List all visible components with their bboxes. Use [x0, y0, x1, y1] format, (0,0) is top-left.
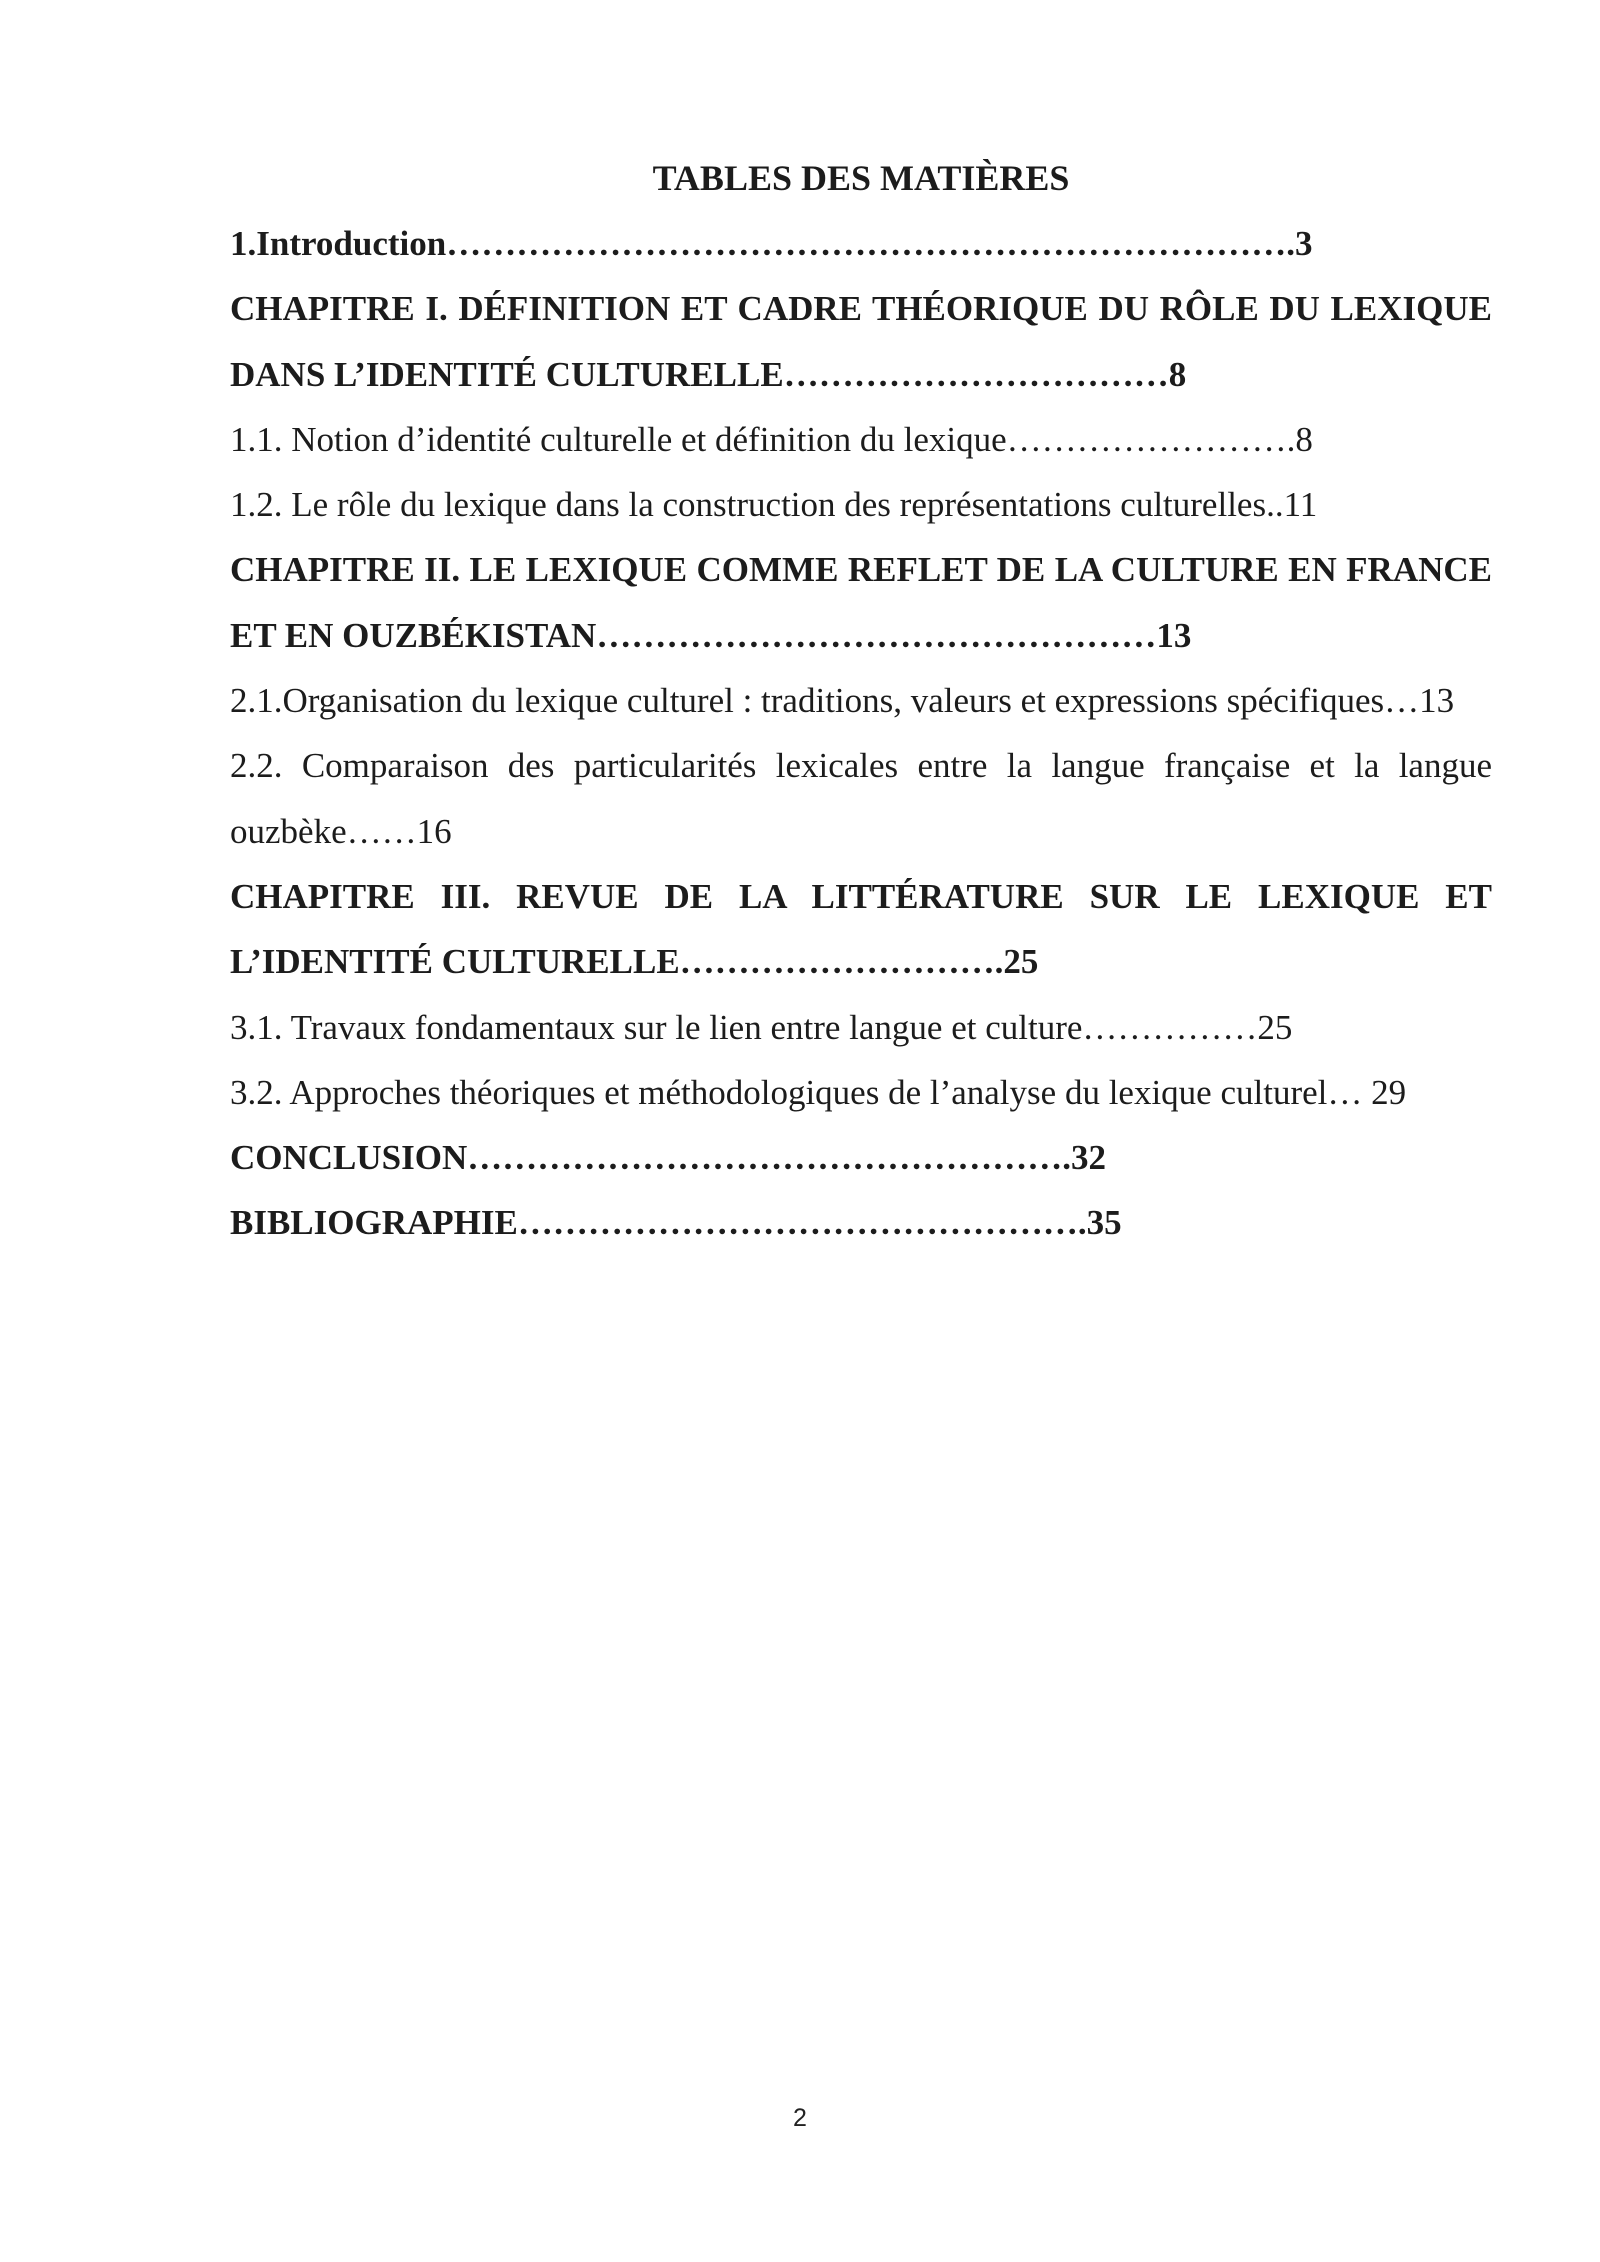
- table-of-contents: [230, 146, 1492, 1256]
- toc-entry-2-1: 2.1.Organisation du lexique culturel : traditions, valeurs et expressions spécifiques…13: [230, 681, 1455, 721]
- toc-entry-chapitre-3: CHAPITRE III. REVUE DE LA LITTÉRATURE SUR LE LEXIQUE ET L’IDENTITÉ CULTURELLE……………………….25: [230, 876, 1492, 982]
- toc-entry-1-1: 1.1. Notion d’identité culturelle et définition du lexique…………………….8: [230, 419, 1313, 459]
- toc-entry-3-2: 3.2. Approches théoriques et méthodologiques de l’analyse du lexique culturel… 29: [230, 1072, 1407, 1112]
- toc-entry-bibliographie: BIBLIOGRAPHIE………………………………………….35: [230, 1203, 1122, 1243]
- toc-entry-1-2: 1.2. Le rôle du lexique dans la construction des représentations culturelles..11: [230, 485, 1318, 525]
- toc-entry-chapitre-2: CHAPITRE II. LE LEXIQUE COMME REFLET DE LA CULTURE EN FRANCE ET EN OUZBÉKISTAN…………………………………………13: [230, 550, 1492, 655]
- toc-entry-3-1: 3.1. Travaux fondamentaux sur le lien entre langue et culture……………25: [230, 1007, 1293, 1047]
- page-number: 2: [793, 2104, 807, 2132]
- toc-entry-conclusion: CONCLUSION…………………………………………….32: [230, 1138, 1107, 1178]
- toc-entry-chapitre-1: CHAPITRE I. DÉFINITION ET CADRE THÉORIQUE DU RÔLE DU LEXIQUE DANS L’IDENTITÉ CULTURELLE……………………………8: [230, 289, 1492, 394]
- toc-entry-2-2: 2.2. Comparaison des particularités lexicales entre la langue française et la langue ouzbèke……16: [230, 746, 1492, 851]
- toc-entry-introduction: 1.Introduction……………………………………………………………….3: [230, 224, 1313, 263]
- toc-title: TABLES DES MATIÈRES: [652, 158, 1070, 198]
